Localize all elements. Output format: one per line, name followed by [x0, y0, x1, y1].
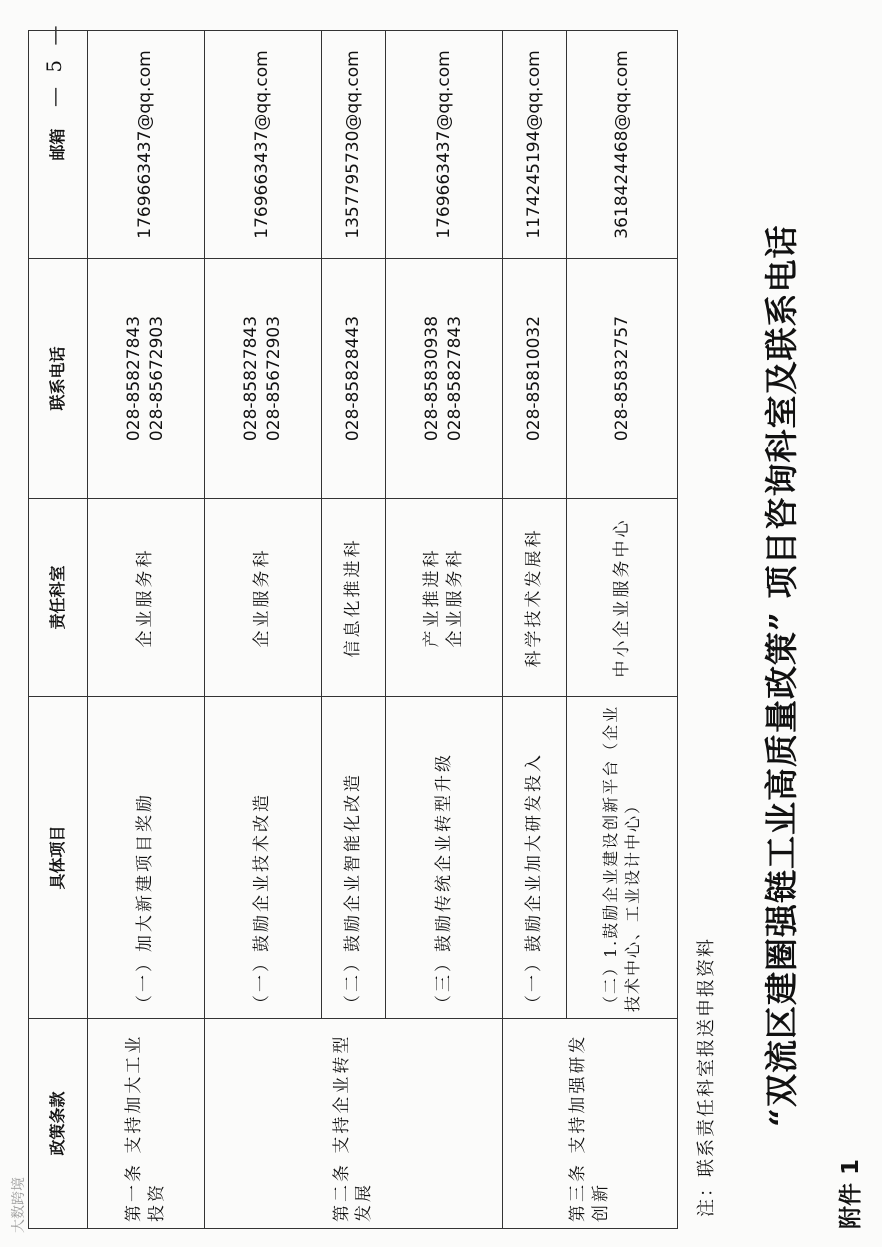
department-cell: 企业服务科	[204, 499, 321, 697]
document-title: “双流区建圈强链工业高质量政策” 项目咨询科室及联系电话	[762, 224, 801, 1127]
email-cell: 1357795730@qq.com	[321, 31, 385, 259]
policy-cell: 第二条 支持企业转型发展	[204, 1019, 502, 1229]
header-project: 具体项目	[29, 697, 88, 1019]
table-header-row	[29, 31, 88, 1229]
phone-cell	[386, 259, 503, 499]
phone-number: 028-85827843	[240, 315, 261, 442]
email-cell: 1769663437@qq.com	[204, 31, 321, 259]
header-department: 责任科室	[29, 499, 88, 697]
email-cell: 1769663437@qq.com	[386, 31, 503, 259]
email-cell: 1769663437@qq.com	[88, 31, 205, 259]
department-cell: 科学技术发展科	[502, 499, 566, 697]
phone-number: 028-85830938	[422, 315, 443, 442]
table-row	[204, 31, 321, 1229]
project-cell: （三）鼓励传统企业转型升级	[386, 697, 503, 1019]
phone-cell	[88, 259, 205, 499]
header-phone: 联系电话	[29, 259, 88, 499]
policy-cell: 第一条 支持加大工业投资	[88, 1019, 205, 1229]
email-cell: 1174245194@qq.com	[502, 31, 566, 259]
phone-number: 028-85828443	[342, 315, 363, 442]
watermark-logo: 大数跨境	[11, 1177, 27, 1233]
attachment-label: 附件 1	[838, 1158, 864, 1229]
department-cell: 信息化推进科	[321, 499, 385, 697]
phone-number: 028-85827843	[445, 315, 465, 442]
phone-number: 028-85827843	[124, 315, 145, 442]
phone-number: 028-85672903	[146, 315, 167, 442]
department-name: 企业服务科	[445, 547, 465, 648]
header-email: 邮箱	[29, 31, 88, 259]
project-cell: （一）鼓励企业加大研发投入	[502, 697, 566, 1019]
department-cell: 中小企业服务中心	[567, 499, 678, 697]
phone-cell: 028-85810032	[502, 259, 566, 499]
policy-cell: 第三条 支持加强研发创新	[502, 1019, 677, 1229]
department-cell: 企业服务科	[88, 499, 205, 697]
table-row	[502, 31, 566, 1229]
phone-cell: 028-85832757	[567, 259, 678, 499]
page-number: — 5 —	[42, 21, 66, 107]
project-cell: （一）加大新建项目奖励	[88, 697, 205, 1019]
phone-cell	[321, 259, 385, 499]
department-cell	[386, 499, 503, 697]
phone-number: 028-85672903	[263, 315, 284, 442]
project-cell: （一）鼓励企业技术改造	[204, 697, 321, 1019]
contact-table	[28, 30, 678, 1229]
department-name: 产业推进科	[422, 547, 443, 648]
submission-note: 注：联系责任科室报送申报资料	[696, 937, 717, 1217]
project-cell: （二）1.鼓励企业建设创新平台（企业技术中心、工业设计中心）	[567, 697, 678, 1019]
project-cell: （二）鼓励企业智能化改造	[321, 697, 385, 1019]
phone-cell	[204, 259, 321, 499]
email-cell: 3618424468@qq.com	[567, 31, 678, 259]
header-policy: 政策条款	[29, 1019, 88, 1229]
table-row	[88, 31, 205, 1229]
